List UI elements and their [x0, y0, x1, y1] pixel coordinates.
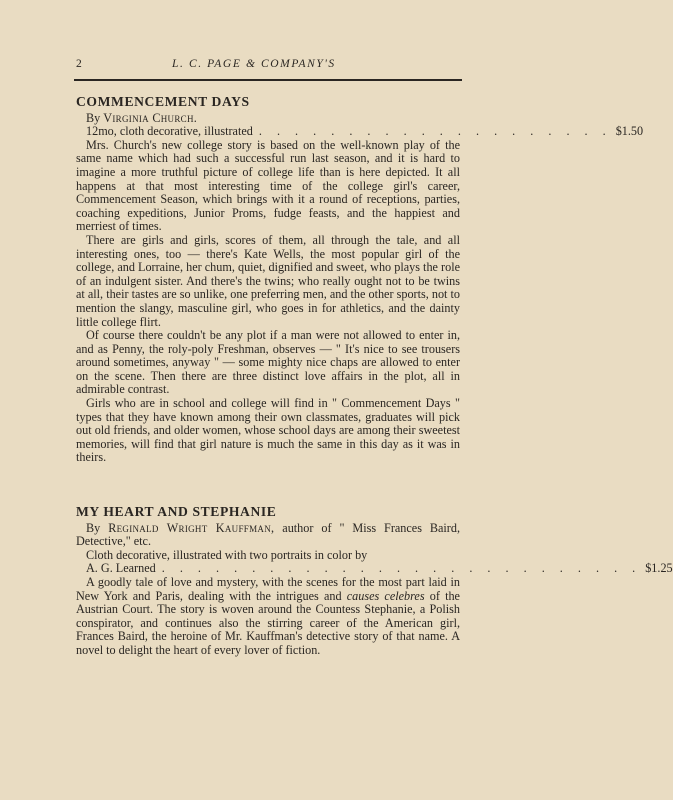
author-name: Virginia Church.	[103, 110, 198, 125]
book-format: 12mo, cloth decorative, illustrated	[86, 124, 253, 139]
page-number: 2	[76, 58, 83, 70]
description-paragraph: Mrs. Church's new college story is based on the well-known play of the same name which had such a successful run last season, and it is hard to imagine a more truthful picture of college life than is here depicted. It all happens at that most interesting time of the college girl's career, Commencement Season, which brings with it a round of receptions, parties, coaching expeditions, Junior Proms, fudge feasts, and the happiest and merriest of times.	[76, 137, 460, 234]
book-format: Cloth decorative, illustrated with two portraits in color by	[86, 547, 368, 562]
byline: By Virginia Church.	[86, 110, 198, 125]
format-price-line	[76, 124, 644, 139]
book-price: $1.25	[645, 561, 673, 576]
author-name: Reginald Wright Kauffman,	[108, 520, 275, 535]
book-entry-my-heart-and-stephanie	[76, 504, 673, 658]
book-price: $1.50	[615, 124, 644, 139]
description-paragraph: There are girls and girls, scores of them, all through the tale, and all interesting ones, too — there's Kate Wells, the most popular girl of the college, and Lorraine, her chum, quiet, dignified and sweet, who plays the role of an indulgent sister. And there's the twins; who really ought not to be twins at all, their tastes are so unlike, one preferring men, and the other sports, not to mention the slangy, masculine girl, who goes in for athletics, and the dainty little college flirt.	[76, 232, 460, 329]
description-paragraph: A goodly tale of love and mystery, with the scenes for the most part laid in New York and Paris, dealing with the intrigues and causes celebres of the Austrian Court. The story is woven around the Countess Stephanie, a Polish conspirator, and continues also the stirring career of the American girl, Frances Baird, the heroine of Mr. Kauffman's detective story of that name. A novel to delight the heart of every lover of fiction.	[76, 574, 460, 657]
book-format-cont: A. G. Learned	[86, 561, 156, 576]
header-rule	[74, 79, 462, 81]
book-title: MY HEART AND STEPHANIE	[76, 504, 277, 519]
description-paragraph: Girls who are in school and college will find in " Commencement Days " types that they have known among their own classmates, graduates will pick out old friends, and older women, whose school days are among their sweetest memories, will find that girl nature is much the same in this day as it was in theirs.	[76, 396, 460, 465]
leader-dots: . . . . . . . . . . . . . . . . . . . . . . . . . . .	[161, 561, 642, 576]
leader-dots: . . . . . . . . . . . . . . . . . . . .	[258, 124, 612, 139]
description-paragraph: Of course there couldn't be any plot if a man were not allowed to enter in, and as Penny, the roly-poly Freshman, observes — " It's nice to see trousers around sometimes, anyway " — some mighty nice chaps are allowed to enter on the scene. Then there are three distinct love affairs in the plot, all in admirable contrast.	[76, 328, 460, 397]
book-entry-commencement-days	[76, 94, 644, 465]
running-title: L. C. PAGE & COMPANY'S	[172, 58, 336, 70]
byline: By Reginald Wright Kauffman, author of " Miss Frances Baird, Detective," etc.	[76, 520, 461, 549]
book-title: COMMENCEMENT DAYS	[76, 94, 250, 109]
format-price-line	[76, 561, 673, 576]
